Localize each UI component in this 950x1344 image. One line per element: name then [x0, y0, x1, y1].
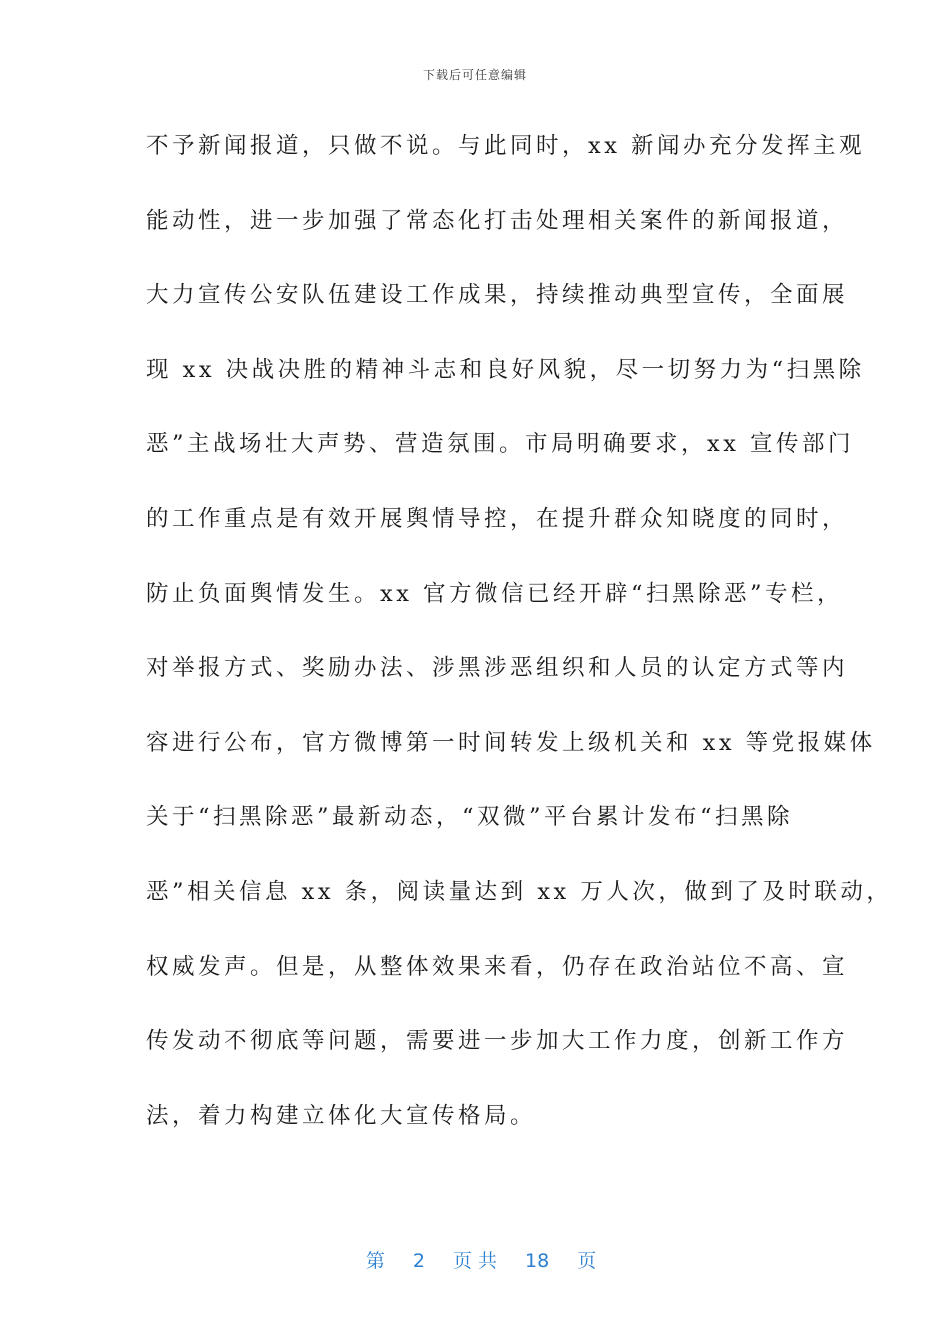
body-line-7: 防止负面舆情发生。xx 官方微信已经开辟“扫黑除恶”专栏， — [146, 580, 844, 607]
body-line-9: 容进行公布，官方微博第一时间转发上级机关和 xx 等党报媒体 — [146, 729, 876, 756]
body-line-13: 传发动不彻底等问题，需要进一步加大工作力度，创新工作方 — [146, 1028, 849, 1055]
body-line-8: 对举报方式、奖励办法、涉黑涉恶组织和人员的认定方式等内 — [146, 655, 849, 682]
page-middle-text: 页 共 — [452, 1250, 498, 1272]
page-prefix: 第 — [365, 1250, 385, 1272]
body-line-5: 恶”主战场壮大声势、营造氛围。市局明确要求，xx 宣传部门 — [146, 431, 855, 458]
body-line-4: 现 xx 决战决胜的精神斗志和良好风貌，尽一切努力为“扫黑除 — [146, 356, 865, 383]
body-line-1: 不予新闻报道，只做不说。与此同时，xx 新闻办充分发挥主观 — [146, 133, 866, 159]
total-pages-number: 18 — [525, 1250, 550, 1272]
document-body — [146, 118, 893, 1162]
page-number-footer — [0, 1224, 950, 1273]
body-line-10: 关于“扫黑除恶”最新动态，“双微”平台累计发布“扫黑除 — [146, 804, 794, 831]
body-line-3: 大力宣传公安队伍建设工作成果，持续推动典型宣传，全面展 — [146, 282, 849, 309]
body-line-14: 法，着力构建立体化大宣传格局。 — [146, 1102, 537, 1129]
body-line-11: 恶”相关信息 xx 条，阅读量达到 xx 万人次，做到了及时联动， — [146, 878, 893, 905]
body-line-2: 能动性，进一步加强了常态化打击处理相关案件的新闻报道， — [146, 207, 849, 234]
page-header-note: 下载后可任意编辑 — [422, 68, 527, 82]
body-line-12: 权威发声。但是，从整体效果来看，仍存在政治站位不高、宣 — [146, 953, 849, 980]
body-line-6: 的工作重点是有效开展舆情导控，在提升群众知晓度的同时， — [146, 505, 849, 532]
current-page-number: 2 — [412, 1250, 425, 1272]
page-suffix: 页 — [577, 1250, 597, 1272]
